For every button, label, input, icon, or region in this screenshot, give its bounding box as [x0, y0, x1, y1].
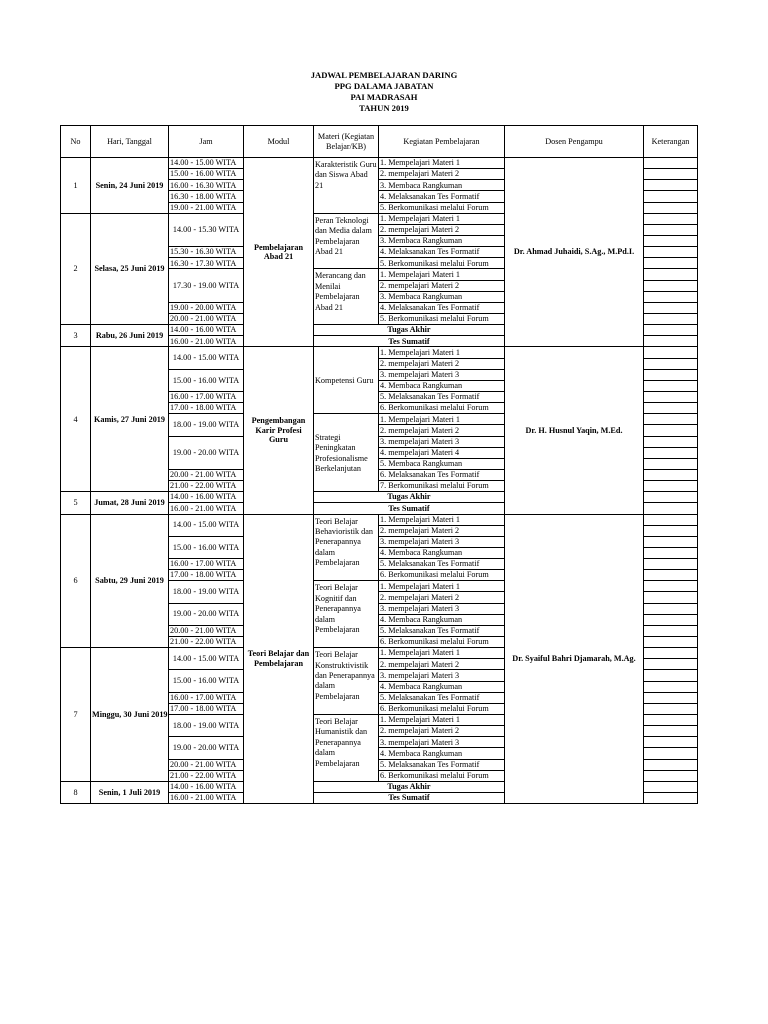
- day-date: Kamis, 27 Juni 2019: [91, 347, 169, 492]
- activity-cell: 5. Melaksanakan Tes Formatif: [379, 391, 505, 402]
- notes-cell: [644, 403, 698, 414]
- day-no: 1: [61, 158, 91, 214]
- header-activity: Kegiatan Pembelajaran: [379, 126, 505, 158]
- time-cell: 19.00 - 20.00 WITA: [169, 436, 244, 469]
- time-cell: 16.30 - 17.30 WITA: [169, 258, 244, 269]
- time-cell: 14.00 - 16.00 WITA: [169, 325, 244, 336]
- day-no: 3: [61, 325, 91, 347]
- time-cell: 21.00 - 22.00 WITA: [169, 770, 244, 781]
- header-row: [61, 126, 698, 158]
- time-cell: 17.00 - 18.00 WITA: [169, 703, 244, 714]
- material-cell: Merancang dan Menilai Pembelajaran Abad 21: [314, 269, 379, 325]
- table-row: [61, 158, 698, 169]
- material-cell: Kompetensi Guru: [314, 347, 379, 414]
- time-cell: 17.00 - 18.00 WITA: [169, 570, 244, 581]
- notes-cell: [644, 570, 698, 581]
- activity-cell: 5. Berkomunikasi melalui Forum: [379, 202, 505, 213]
- activity-cell: 2. mempelajari Materi 2: [379, 169, 505, 180]
- day-date: Selasa, 25 Juni 2019: [91, 213, 169, 324]
- time-cell: 16.00 - 17.00 WITA: [169, 559, 244, 570]
- summative-test-cell: Tes Sumatif: [314, 793, 505, 804]
- time-cell: 19.00 - 20.00 WITA: [169, 737, 244, 759]
- time-cell: 14.00 - 15.00 WITA: [169, 514, 244, 536]
- activity-cell: 5. Melaksanakan Tes Formatif: [379, 559, 505, 570]
- activity-cell: 1. Mempelajari Materi 1: [379, 715, 505, 726]
- activity-cell: 6. Berkomunikasi melalui Forum: [379, 637, 505, 648]
- time-cell: 20.00 - 21.00 WITA: [169, 759, 244, 770]
- time-cell: 14.00 - 15.00 WITA: [169, 347, 244, 369]
- notes-cell: [644, 302, 698, 313]
- activity-cell: 3. mempelajari Materi 3: [379, 603, 505, 614]
- header-material: Materi (Kegiatan Belajar/KB): [314, 126, 379, 158]
- notes-cell: [644, 648, 698, 659]
- notes-cell: [644, 536, 698, 547]
- notes-cell: [644, 313, 698, 324]
- time-cell: 15.00 - 16.00 WITA: [169, 536, 244, 558]
- notes-cell: [644, 169, 698, 180]
- notes-cell: [644, 280, 698, 291]
- activity-cell: 1. Mempelajari Materi 1: [379, 648, 505, 659]
- schedule-table: [60, 125, 698, 804]
- header-time: Jam: [169, 126, 244, 158]
- day-no: 6: [61, 514, 91, 648]
- material-cell: Teori Belajar Humanistik dan Penerapannya dalam Pembelajaran: [314, 715, 379, 782]
- time-cell: 14.00 - 16.00 WITA: [169, 781, 244, 792]
- notes-cell: [644, 781, 698, 792]
- notes-cell: [644, 737, 698, 748]
- activity-cell: 1. Mempelajari Materi 1: [379, 213, 505, 224]
- time-cell: 16.00 - 21.00 WITA: [169, 793, 244, 804]
- notes-cell: [644, 592, 698, 603]
- activity-cell: 4. Melaksanakan Tes Formatif: [379, 247, 505, 258]
- notes-cell: [644, 202, 698, 213]
- activity-cell: 1. Mempelajari Materi 1: [379, 581, 505, 592]
- activity-cell: 2. mempelajari Materi 2: [379, 592, 505, 603]
- document-title: [0, 70, 768, 114]
- time-cell: 16.00 - 17.00 WITA: [169, 391, 244, 402]
- time-cell: 15.00 - 16.00 WITA: [169, 369, 244, 391]
- time-cell: 21.00 - 22.00 WITA: [169, 637, 244, 648]
- module-cell: Teori Belajar dan Pembelajaran: [244, 514, 314, 804]
- time-cell: 21.00 - 22.00 WITA: [169, 481, 244, 492]
- day-no: 2: [61, 213, 91, 324]
- notes-cell: [644, 603, 698, 614]
- notes-cell: [644, 425, 698, 436]
- table-row: [61, 514, 698, 525]
- notes-cell: [644, 358, 698, 369]
- time-cell: 18.00 - 19.00 WITA: [169, 581, 244, 603]
- time-cell: 20.00 - 21.00 WITA: [169, 313, 244, 324]
- notes-cell: [644, 637, 698, 648]
- time-cell: 14.00 - 15.30 WITA: [169, 213, 244, 246]
- time-cell: 20.00 - 21.00 WITA: [169, 625, 244, 636]
- notes-cell: [644, 458, 698, 469]
- activity-cell: 2. mempelajari Materi 2: [379, 726, 505, 737]
- notes-cell: [644, 703, 698, 714]
- notes-cell: [644, 269, 698, 280]
- time-cell: 16.30 - 18.00 WITA: [169, 191, 244, 202]
- notes-cell: [644, 235, 698, 246]
- day-no: 4: [61, 347, 91, 492]
- activity-cell: 4. mempelajari Materi 4: [379, 447, 505, 458]
- time-cell: 16.00 - 17.00 WITA: [169, 692, 244, 703]
- summative-test-cell: Tes Sumatif: [314, 503, 505, 514]
- lecturer-cell: Dr. Ahmad Juhaidi, S.Ag., M.Pd.I.: [505, 158, 644, 347]
- activity-cell: 3. Membaca Rangkuman: [379, 235, 505, 246]
- notes-cell: [644, 525, 698, 536]
- activity-cell: 3. Membaca Rangkuman: [379, 291, 505, 302]
- notes-cell: [644, 670, 698, 681]
- activity-cell: 1. Mempelajari Materi 1: [379, 269, 505, 280]
- notes-cell: [644, 625, 698, 636]
- activity-cell: 2. mempelajari Materi 2: [379, 358, 505, 369]
- activity-cell: 6. Berkomunikasi melalui Forum: [379, 403, 505, 414]
- notes-cell: [644, 336, 698, 347]
- time-cell: 18.00 - 19.00 WITA: [169, 414, 244, 436]
- time-cell: 19.00 - 21.00 WITA: [169, 202, 244, 213]
- material-cell: Teori Belajar Konstruktivistik dan Penerapannya dalam Pembelajaran: [314, 648, 379, 715]
- notes-cell: [644, 559, 698, 570]
- activity-cell: 1. Mempelajari Materi 1: [379, 514, 505, 525]
- activity-cell: 5. Membaca Rangkuman: [379, 458, 505, 469]
- notes-cell: [644, 759, 698, 770]
- activity-cell: 4. Membaca Rangkuman: [379, 547, 505, 558]
- time-cell: 16.00 - 21.00 WITA: [169, 503, 244, 514]
- material-cell: Strategi Peningkatan Profesionalisme Berkelanjutan: [314, 414, 379, 492]
- activity-cell: 5. Melaksanakan Tes Formatif: [379, 692, 505, 703]
- notes-cell: [644, 258, 698, 269]
- activity-cell: 2. mempelajari Materi 2: [379, 425, 505, 436]
- time-cell: 16.00 - 16.30 WITA: [169, 180, 244, 191]
- notes-cell: [644, 692, 698, 703]
- activity-cell: 3. mempelajari Materi 3: [379, 436, 505, 447]
- final-task-cell: Tugas Akhir: [314, 492, 505, 503]
- activity-cell: 2. mempelajari Materi 2: [379, 525, 505, 536]
- notes-cell: [644, 369, 698, 380]
- notes-cell: [644, 681, 698, 692]
- material-cell: Karakteristik Guru dan Siswa Abad 21: [314, 158, 379, 214]
- header-no: No: [61, 126, 91, 158]
- header-notes: Keterangan: [644, 126, 698, 158]
- activity-cell: 1. Mempelajari Materi 1: [379, 158, 505, 169]
- activity-cell: 5. Melaksanakan Tes Formatif: [379, 759, 505, 770]
- activity-cell: 7. Berkomunikasi melalui Forum: [379, 481, 505, 492]
- notes-cell: [644, 325, 698, 336]
- activity-cell: 5. Berkomunikasi melalui Forum: [379, 313, 505, 324]
- activity-cell: 3. mempelajari Materi 3: [379, 670, 505, 681]
- day-date: Minggu, 30 Juni 2019: [91, 648, 169, 782]
- day-date: Jumat, 28 Juni 2019: [91, 492, 169, 514]
- day-date: Rabu, 26 Juni 2019: [91, 325, 169, 347]
- time-cell: 14.00 - 16.00 WITA: [169, 492, 244, 503]
- activity-cell: 2. mempelajari Materi 2: [379, 280, 505, 291]
- activity-cell: 3. mempelajari Materi 3: [379, 536, 505, 547]
- lecturer-cell: Dr. Syaiful Bahri Djamarah, M.Ag.: [505, 514, 644, 804]
- notes-cell: [644, 726, 698, 737]
- time-cell: 20.00 - 21.00 WITA: [169, 469, 244, 480]
- time-cell: 18.00 - 19.00 WITA: [169, 715, 244, 737]
- notes-cell: [644, 180, 698, 191]
- notes-cell: [644, 291, 698, 302]
- material-cell: Peran Teknologi dan Media dalam Pembelajaran Abad 21: [314, 213, 379, 269]
- time-cell: 15.00 - 16.00 WITA: [169, 670, 244, 692]
- material-cell: Teori Belajar Kognitif dan Penerapannya dalam Pembelajaran: [314, 581, 379, 648]
- activity-cell: 3. mempelajari Materi 3: [379, 369, 505, 380]
- notes-cell: [644, 213, 698, 224]
- title-line-1: JADWAL PEMBELAJARAN DARING: [310, 70, 458, 80]
- notes-cell: [644, 481, 698, 492]
- header-date: Hari, Tanggal: [91, 126, 169, 158]
- notes-cell: [644, 380, 698, 391]
- notes-cell: [644, 492, 698, 503]
- day-date: Senin, 1 Juli 2019: [91, 781, 169, 803]
- activity-cell: 2. mempelajari Materi 2: [379, 224, 505, 235]
- activity-cell: 4. Melaksanakan Tes Formatif: [379, 191, 505, 202]
- activity-cell: 1. Mempelajari Materi 1: [379, 414, 505, 425]
- activity-cell: 6. Berkomunikasi melalui Forum: [379, 770, 505, 781]
- time-cell: 19.00 - 20.00 WITA: [169, 603, 244, 625]
- activity-cell: 4. Membaca Rangkuman: [379, 748, 505, 759]
- activity-cell: 5. Melaksanakan Tes Formatif: [379, 625, 505, 636]
- activity-cell: 5. Berkomunikasi melalui Forum: [379, 258, 505, 269]
- time-cell: 17.30 - 19.00 WITA: [169, 269, 244, 302]
- activity-cell: 1. Mempelajari Materi 1: [379, 347, 505, 358]
- title-line-4: TAHUN 2019: [359, 103, 409, 113]
- summative-test-cell: Tes Sumatif: [314, 336, 505, 347]
- activity-cell: 3. Membaca Rangkuman: [379, 180, 505, 191]
- activity-cell: 6. Melaksanakan Tes Formatif: [379, 469, 505, 480]
- activity-cell: 4. Membaca Rangkuman: [379, 681, 505, 692]
- notes-cell: [644, 191, 698, 202]
- time-cell: 19.00 - 20.00 WITA: [169, 302, 244, 313]
- notes-cell: [644, 715, 698, 726]
- notes-cell: [644, 547, 698, 558]
- notes-cell: [644, 158, 698, 169]
- day-date: Sabtu, 29 Juni 2019: [91, 514, 169, 648]
- time-cell: 17.00 - 18.00 WITA: [169, 403, 244, 414]
- notes-cell: [644, 436, 698, 447]
- activity-cell: 4. Membaca Rangkuman: [379, 380, 505, 391]
- table-row: [61, 347, 698, 358]
- activity-cell: 6. Berkomunikasi melalui Forum: [379, 703, 505, 714]
- final-task-cell: Tugas Akhir: [314, 325, 505, 336]
- notes-cell: [644, 748, 698, 759]
- header-lecturer: Dosen Pengampu: [505, 126, 644, 158]
- time-cell: 15.30 - 16.30 WITA: [169, 247, 244, 258]
- time-cell: 16.00 - 21.00 WITA: [169, 336, 244, 347]
- day-date: Senin, 24 Juni 2019: [91, 158, 169, 214]
- time-cell: 15.00 - 16.00 WITA: [169, 169, 244, 180]
- activity-cell: 2. mempelajari Materi 2: [379, 659, 505, 670]
- material-cell: Teori Belajar Behavioristik dan Penerapannya dalam Pembelajaran: [314, 514, 379, 581]
- notes-cell: [644, 770, 698, 781]
- title-line-3: PAI MADRASAH: [350, 92, 418, 102]
- notes-cell: [644, 247, 698, 258]
- day-no: 7: [61, 648, 91, 782]
- activity-cell: 6. Berkomunikasi melalui Forum: [379, 570, 505, 581]
- notes-cell: [644, 614, 698, 625]
- activity-cell: 4. Melaksanakan Tes Formatif: [379, 302, 505, 313]
- notes-cell: [644, 469, 698, 480]
- notes-cell: [644, 659, 698, 670]
- title-line-2: PPG DALAMA JABATAN: [334, 81, 434, 91]
- final-task-cell: Tugas Akhir: [314, 781, 505, 792]
- notes-cell: [644, 224, 698, 235]
- header-module: Modul: [244, 126, 314, 158]
- activity-cell: 4. Membaca Rangkuman: [379, 614, 505, 625]
- notes-cell: [644, 447, 698, 458]
- notes-cell: [644, 581, 698, 592]
- notes-cell: [644, 391, 698, 402]
- time-cell: 14.00 - 15.00 WITA: [169, 648, 244, 670]
- notes-cell: [644, 414, 698, 425]
- module-cell: Pembelajaran Abad 21: [244, 158, 314, 347]
- time-cell: 14.00 - 15.00 WITA: [169, 158, 244, 169]
- notes-cell: [644, 503, 698, 514]
- module-cell: Pengembangan Karir Profesi Guru: [244, 347, 314, 514]
- notes-cell: [644, 514, 698, 525]
- activity-cell: 3. mempelajari Materi 3: [379, 737, 505, 748]
- notes-cell: [644, 793, 698, 804]
- day-no: 8: [61, 781, 91, 803]
- day-no: 5: [61, 492, 91, 514]
- lecturer-cell: Dr. H. Husnul Yaqin, M.Ed.: [505, 347, 644, 514]
- notes-cell: [644, 347, 698, 358]
